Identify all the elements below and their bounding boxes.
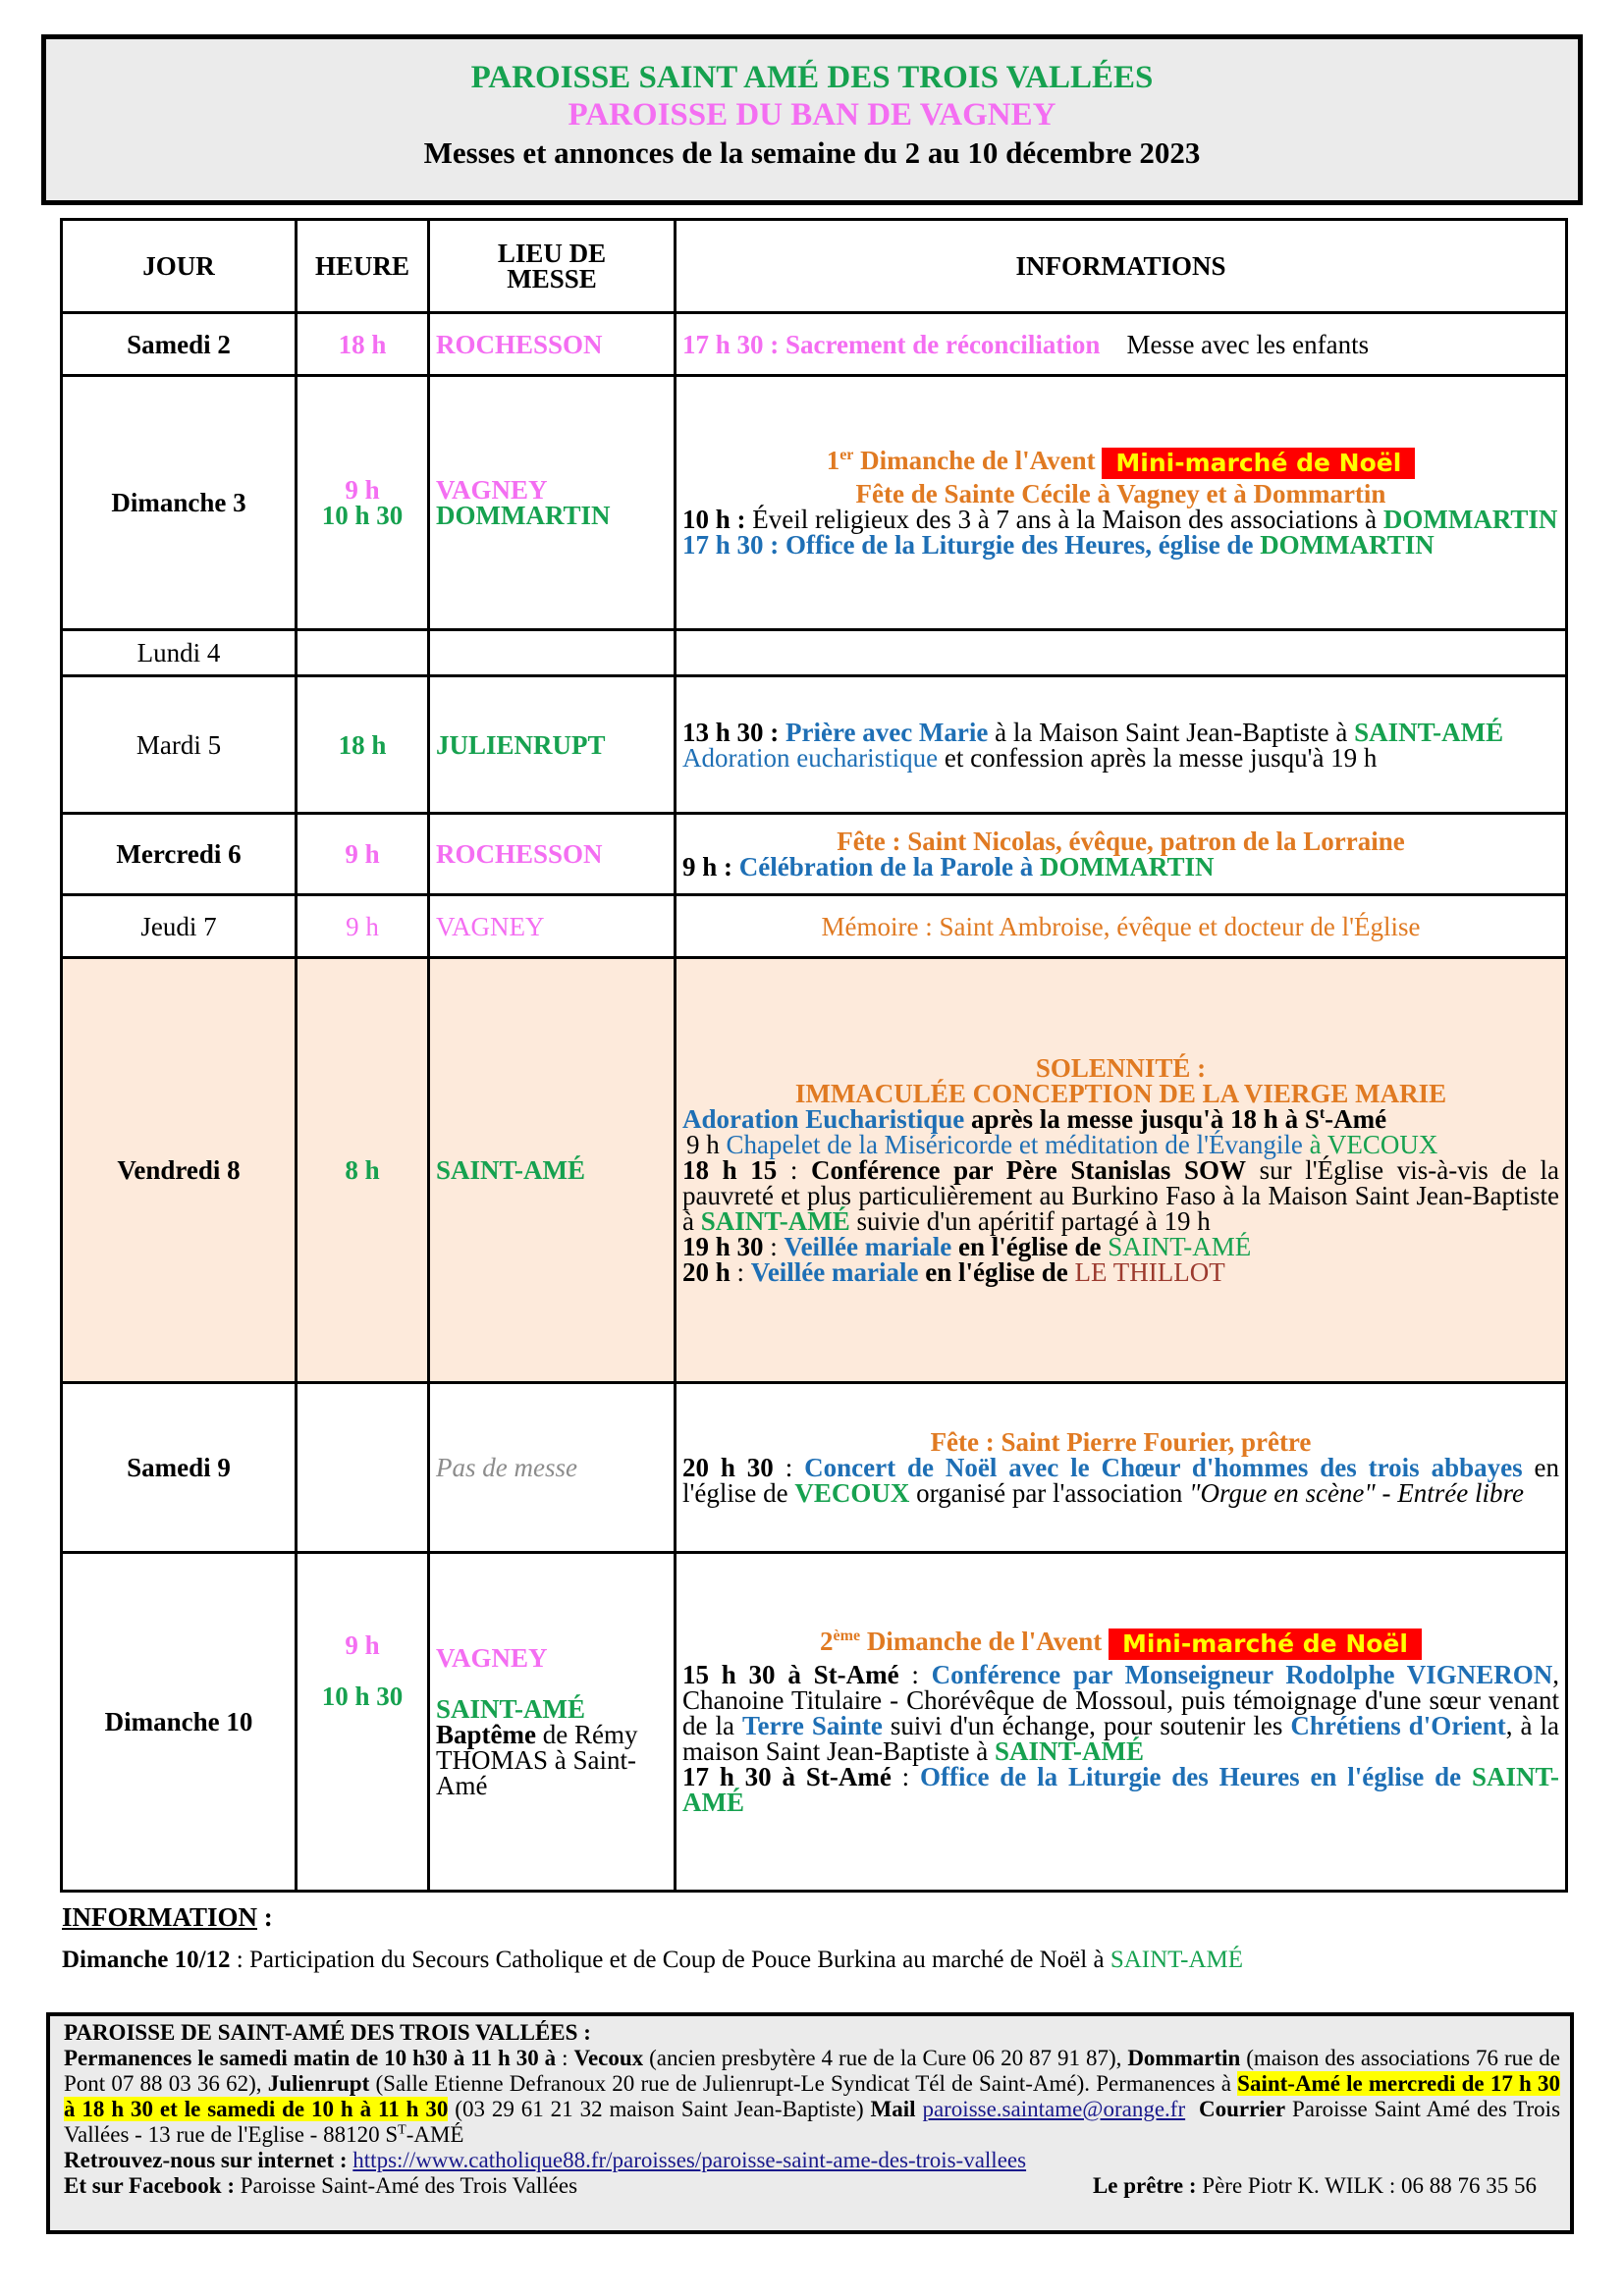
baptism-text: de Rémy THOMAS à Saint-Amé	[436, 1720, 638, 1800]
event-text: en l'église de	[918, 1257, 1075, 1287]
event-text: à	[1302, 1130, 1327, 1159]
event-time: 17 h 30 à St-Amé	[682, 1762, 892, 1791]
event-text-end: suivie d'un apéritif partagé à 19 h	[849, 1206, 1211, 1236]
col-header-place-l2: MESSE	[507, 264, 597, 294]
day-cell: Jeudi 7	[62, 895, 297, 958]
event-text: organisé par l'association	[909, 1478, 1190, 1508]
time-2: 10 h 30	[321, 501, 404, 530]
table-row	[62, 814, 1567, 895]
footer-last-line	[64, 2173, 1560, 2199]
place-cell: VAGNEY	[429, 895, 676, 958]
event-line	[682, 854, 1559, 880]
table-row	[62, 676, 1567, 814]
event-time: 9 h :	[682, 852, 733, 881]
website-line	[64, 2148, 1560, 2173]
info-cell: Mémoire : Saint Ambroise, évêque et docteur de l'Église	[676, 895, 1567, 958]
place-cell	[429, 1553, 676, 1892]
event-place: SAINT-AMÉ	[700, 1206, 850, 1236]
event-time: 18 h 15	[682, 1155, 778, 1185]
parish-title-1: PAROISSE SAINT AMÉ DES TROIS VALLÉES	[470, 60, 1154, 95]
time-1: 9 h	[345, 475, 380, 505]
permanences-sep: :	[556, 2046, 574, 2070]
day-cell: Mardi 5	[62, 676, 297, 814]
website-link[interactable]: https://www.catholique88.fr/paroisses/paroisse-saint-ame-des-trois-vallees	[352, 2148, 1027, 2172]
permanences-label: Permanences le samedi matin de 10 h30 à 11 h 30 à	[64, 2046, 557, 2070]
info-cell	[676, 814, 1567, 895]
information-date: Dimanche 10/12	[62, 1947, 231, 1973]
event-time: 15 h 30 à St-Amé	[682, 1660, 899, 1689]
title-box	[41, 34, 1583, 205]
time-cell	[297, 376, 429, 630]
event-text-end: -Amé	[1325, 1104, 1387, 1134]
vecoux-address: (ancien presbytère 4 rue de la Cure 06 20 87 91 87),	[643, 2046, 1128, 2070]
event-place: VECOUX	[1326, 1130, 1438, 1159]
event-line	[682, 532, 1559, 558]
event-place: VECOUX	[794, 1478, 910, 1508]
place-vecoux: Vecoux	[573, 2046, 644, 2070]
event-time: 20 h 30	[682, 1453, 774, 1482]
event-text: en l'église de	[951, 1232, 1109, 1261]
sunday-title: Dimanche de l'Avent	[853, 446, 1096, 476]
col-header-time: HEURE	[297, 220, 429, 313]
event-sup: t	[1319, 1105, 1326, 1122]
event-name: Conférence par Monseigneur Rodolphe VIGNERON	[931, 1660, 1553, 1689]
event-line	[682, 1132, 1559, 1157]
event-place: SAINT-AMÉ	[1354, 717, 1504, 747]
day-cell: Samedi 9	[62, 1383, 297, 1553]
event-text: Éveil religieux des 3 à 7 ans à la Maison des associations à	[745, 505, 1383, 534]
postal-sup: T	[398, 2122, 406, 2138]
event-line	[682, 1764, 1559, 1815]
event-line	[682, 742, 1559, 773]
christmas-market-badge: Mini-marché de Noël	[1102, 448, 1415, 479]
event-line	[682, 1157, 1559, 1234]
facebook-page: Paroisse Saint-Amé des Trois Vallées	[235, 2173, 578, 2198]
event-sep: :	[763, 1232, 785, 1261]
event-time: 19 h 30	[682, 1232, 764, 1261]
event-place: DOMMARTIN	[1382, 505, 1558, 534]
email-link[interactable]: paroisse.saintame@orange.fr	[922, 2097, 1186, 2121]
event-name: Office de la Liturgie des Heures en l'église de	[920, 1762, 1472, 1791]
table-row	[62, 376, 1567, 630]
event-sep: :	[730, 1257, 751, 1287]
place-dommartin: Dommartin	[1127, 2046, 1241, 2070]
mail-address-label: Courrier	[1198, 2097, 1286, 2121]
priest-contact: Père Piotr K. WILK : 06 88 76 35 56	[1196, 2173, 1537, 2198]
event-line	[682, 1662, 1559, 1764]
week-subtitle: Messes et annonces de la semaine du 2 au 10 décembre 2023	[423, 135, 1201, 170]
postal-address: Paroisse Saint Amé des Trois Vallées - 13 rue de l'Eglise - 88120 S	[64, 2097, 1561, 2147]
place-cell: JULIENRUPT	[429, 676, 676, 814]
col-header-day: JOUR	[62, 220, 297, 313]
event-place: SAINT-AMÉ	[682, 1762, 1559, 1817]
time-cell	[297, 1383, 429, 1553]
parish-title-2: PAROISSE DU BAN DE VAGNEY	[568, 97, 1056, 133]
event-text: après la messe jusqu'à 18 h à S	[964, 1104, 1320, 1134]
place-cell: ROCHESSON	[429, 814, 676, 895]
event-name: Concert de Noël avec le Chœur d'hommes des trois abbayes	[804, 1453, 1523, 1482]
place-cell	[429, 376, 676, 630]
info-cell	[676, 313, 1567, 376]
event-name: Conférence par Père Stanislas SOW	[811, 1155, 1247, 1185]
dommartin-address: (maison des associations 76 rue de Pont 07 88 03 36 62),	[64, 2046, 1560, 2096]
sunday-title: Dimanche de l'Avent	[860, 1627, 1103, 1657]
place-1: VAGNEY	[436, 475, 548, 505]
saint-ame-hours-highlight: Saint-Amé le mercredi de 17 h 30 à 18 h 30 et le samedi de 10 h à 11 h 30	[64, 2071, 1560, 2121]
time-cell: 9 h	[297, 895, 429, 958]
event-sep: :	[891, 1762, 920, 1791]
event-text: 17 h 30 : Office de la Liturgie des Heures, église de	[682, 530, 1261, 560]
baptism-label: Baptême	[436, 1720, 536, 1749]
event-highlight: Chrétiens d'Orient	[1290, 1711, 1506, 1740]
event-text: en l'église de	[682, 1453, 1559, 1508]
info-cell	[676, 958, 1567, 1383]
place-cell: Pas de messe	[429, 1383, 676, 1553]
ordinal: 2	[820, 1627, 834, 1657]
event-line	[682, 1106, 1559, 1132]
info-cell	[676, 630, 1567, 676]
liturgical-title	[682, 1629, 1559, 1660]
feast-line: Fête de Sainte Cécile à Vagney et à Dommartin	[855, 479, 1386, 508]
event-text: et confession après la messe jusqu'à 19 h	[938, 742, 1378, 773]
event-time: 9 h	[686, 1130, 727, 1159]
event-line	[682, 1455, 1559, 1506]
mail-label: Mail	[870, 2097, 916, 2121]
time-1: 9 h	[345, 1630, 380, 1660]
day-cell: Mercredi 6	[62, 814, 297, 895]
event-place: DOMMARTIN	[1039, 852, 1215, 881]
saint-ame-address: (03 29 61 21 32 maison Saint Jean-Baptiste)	[448, 2097, 871, 2121]
place-1: VAGNEY	[436, 1643, 548, 1673]
table-row	[62, 1383, 1567, 1553]
event-time: 10 h :	[682, 505, 746, 534]
info-cell	[676, 1553, 1567, 1892]
time-cell: 18 h	[297, 676, 429, 814]
col-header-place	[429, 220, 676, 313]
schedule-table	[60, 218, 1568, 1893]
time-cell: 18 h	[297, 313, 429, 376]
day-cell: Dimanche 10	[62, 1553, 297, 1892]
event-name: Prière avec Marie	[779, 717, 989, 747]
baptism-note	[436, 1722, 668, 1798]
priest-line	[1093, 2173, 1560, 2199]
ordinal-sup: er	[839, 447, 854, 464]
table-row	[62, 1553, 1567, 1892]
feast-line: Fête : Saint Nicolas, évêque, patron de la Lorraine	[837, 827, 1405, 856]
event-name: Veillée mariale	[784, 1232, 952, 1261]
event-text: sur l'Église vis-à-vis de la pauvreté et plus particulièrement au Burkino Faso à la Maison Saint Jean-Baptiste à	[682, 1155, 1559, 1236]
time-cell: 8 h	[297, 958, 429, 1383]
table-row	[62, 313, 1567, 376]
liturgical-title	[682, 448, 1559, 479]
day-cell: Lundi 4	[62, 630, 297, 676]
place-cell: SAINT-AMÉ	[429, 958, 676, 1383]
information-section	[62, 1902, 1243, 1974]
ordinal: 1	[826, 446, 840, 476]
event-text: 17 h 30 : Sacrement de réconciliation	[682, 329, 1101, 359]
facebook-label: Et sur Facebook :	[64, 2173, 235, 2198]
place-2: DOMMARTIN	[436, 501, 611, 530]
event-text: à la Maison Saint Jean-Baptiste à	[988, 717, 1355, 747]
event-text: suivi d'un échange, pour soutenir les	[882, 1711, 1291, 1740]
day-cell: Dimanche 3	[62, 376, 297, 630]
website-label: Retrouvez-nous sur internet :	[64, 2148, 348, 2172]
event-line	[682, 717, 1559, 747]
table-row	[62, 630, 1567, 676]
event-sep: :	[898, 1660, 932, 1689]
place-julienrupt: Julienrupt	[267, 2071, 370, 2096]
table-row	[62, 958, 1567, 1383]
time-cell	[297, 630, 429, 676]
event-name: Célébration de la Parole à	[732, 852, 1040, 881]
information-text: : Participation du Secours Catholique et de Coup de Pouce Burkina au marché de Noël à	[230, 1947, 1110, 1973]
event-sep: :	[777, 1155, 812, 1185]
time-cell	[297, 1553, 429, 1892]
place-cell: ROCHESSON	[429, 313, 676, 376]
info-cell	[676, 376, 1567, 630]
event-time: 13 h 30 :	[682, 717, 780, 747]
event-line	[682, 507, 1559, 532]
footer-title: PAROISSE DE SAINT-AMÉ DES TROIS VALLÉES :	[64, 2020, 591, 2045]
table-row	[62, 895, 1567, 958]
event-text: , à la maison Saint Jean-Baptiste à	[682, 1711, 1559, 1766]
event-line	[682, 1259, 1559, 1285]
event-highlight: Terre Sainte	[741, 1711, 883, 1740]
footer-body	[64, 2046, 1560, 2148]
postal-address-end: -AMÉ	[406, 2122, 464, 2147]
col-header-place-l1: LIEU DE	[497, 239, 607, 268]
place-2: SAINT-AMÉ	[436, 1694, 586, 1724]
event-note: Messe avec les enfants	[1126, 329, 1370, 359]
solemnity-title: IMMACULÉE CONCEPTION DE LA VIERGE MARIE	[794, 1079, 1447, 1108]
information-place: SAINT-AMÉ	[1110, 1947, 1244, 1973]
information-colon: :	[257, 1902, 273, 1932]
info-cell	[676, 676, 1567, 814]
event-place: LE THILLOT	[1074, 1257, 1225, 1287]
event-sep: :	[773, 1453, 805, 1482]
christmas-market-badge: Mini-marché de Noël	[1109, 1629, 1422, 1660]
info-cell	[676, 1383, 1567, 1553]
event-time: 20 h	[682, 1257, 731, 1287]
julienrupt-address: (Salle Etienne Defranoux 20 rue de Julienrupt-Le Syndicat Tél de Saint-Amé). Permanences à	[369, 2071, 1238, 2096]
priest-label: Le prêtre :	[1092, 2173, 1197, 2198]
event-place: SAINT-AMÉ	[994, 1736, 1144, 1766]
col-header-info: INFORMATIONS	[676, 220, 1567, 313]
event-place: DOMMARTIN	[1260, 530, 1435, 560]
time-2: 10 h 30	[321, 1682, 404, 1711]
event-line	[682, 1234, 1559, 1259]
day-cell: Samedi 2	[62, 313, 297, 376]
event-name: Chapelet de la Miséricorde et méditation de l'Évangile	[726, 1130, 1303, 1159]
feast-line: Fête : Saint Pierre Fourier, prêtre	[930, 1427, 1312, 1457]
event-place: SAINT-AMÉ	[1108, 1232, 1252, 1261]
event-name: Veillée mariale	[750, 1257, 919, 1287]
event-text: , Chanoine Titulaire - Chorévêque de Mossoul, puis témoignage d'une sœur venant de la	[682, 1660, 1559, 1740]
table-header-row	[62, 220, 1567, 313]
contact-footer	[46, 2012, 1574, 2234]
information-heading	[62, 1902, 1243, 1933]
solemnity-label: SOLENNITÉ :	[1035, 1053, 1207, 1083]
event-name: Adoration Eucharistique	[682, 1104, 965, 1134]
place-cell	[429, 630, 676, 676]
event-note: "Orgue en scène" - Entrée libre	[1189, 1478, 1524, 1508]
information-line	[62, 1947, 1243, 1974]
time-cell: 9 h	[297, 814, 429, 895]
ordinal-sup: ème	[833, 1628, 861, 1645]
facebook-line	[64, 2173, 577, 2199]
event-name: Adoration eucharistique	[682, 742, 939, 773]
information-title: INFORMATION	[62, 1902, 257, 1932]
day-cell: Vendredi 8	[62, 958, 297, 1383]
